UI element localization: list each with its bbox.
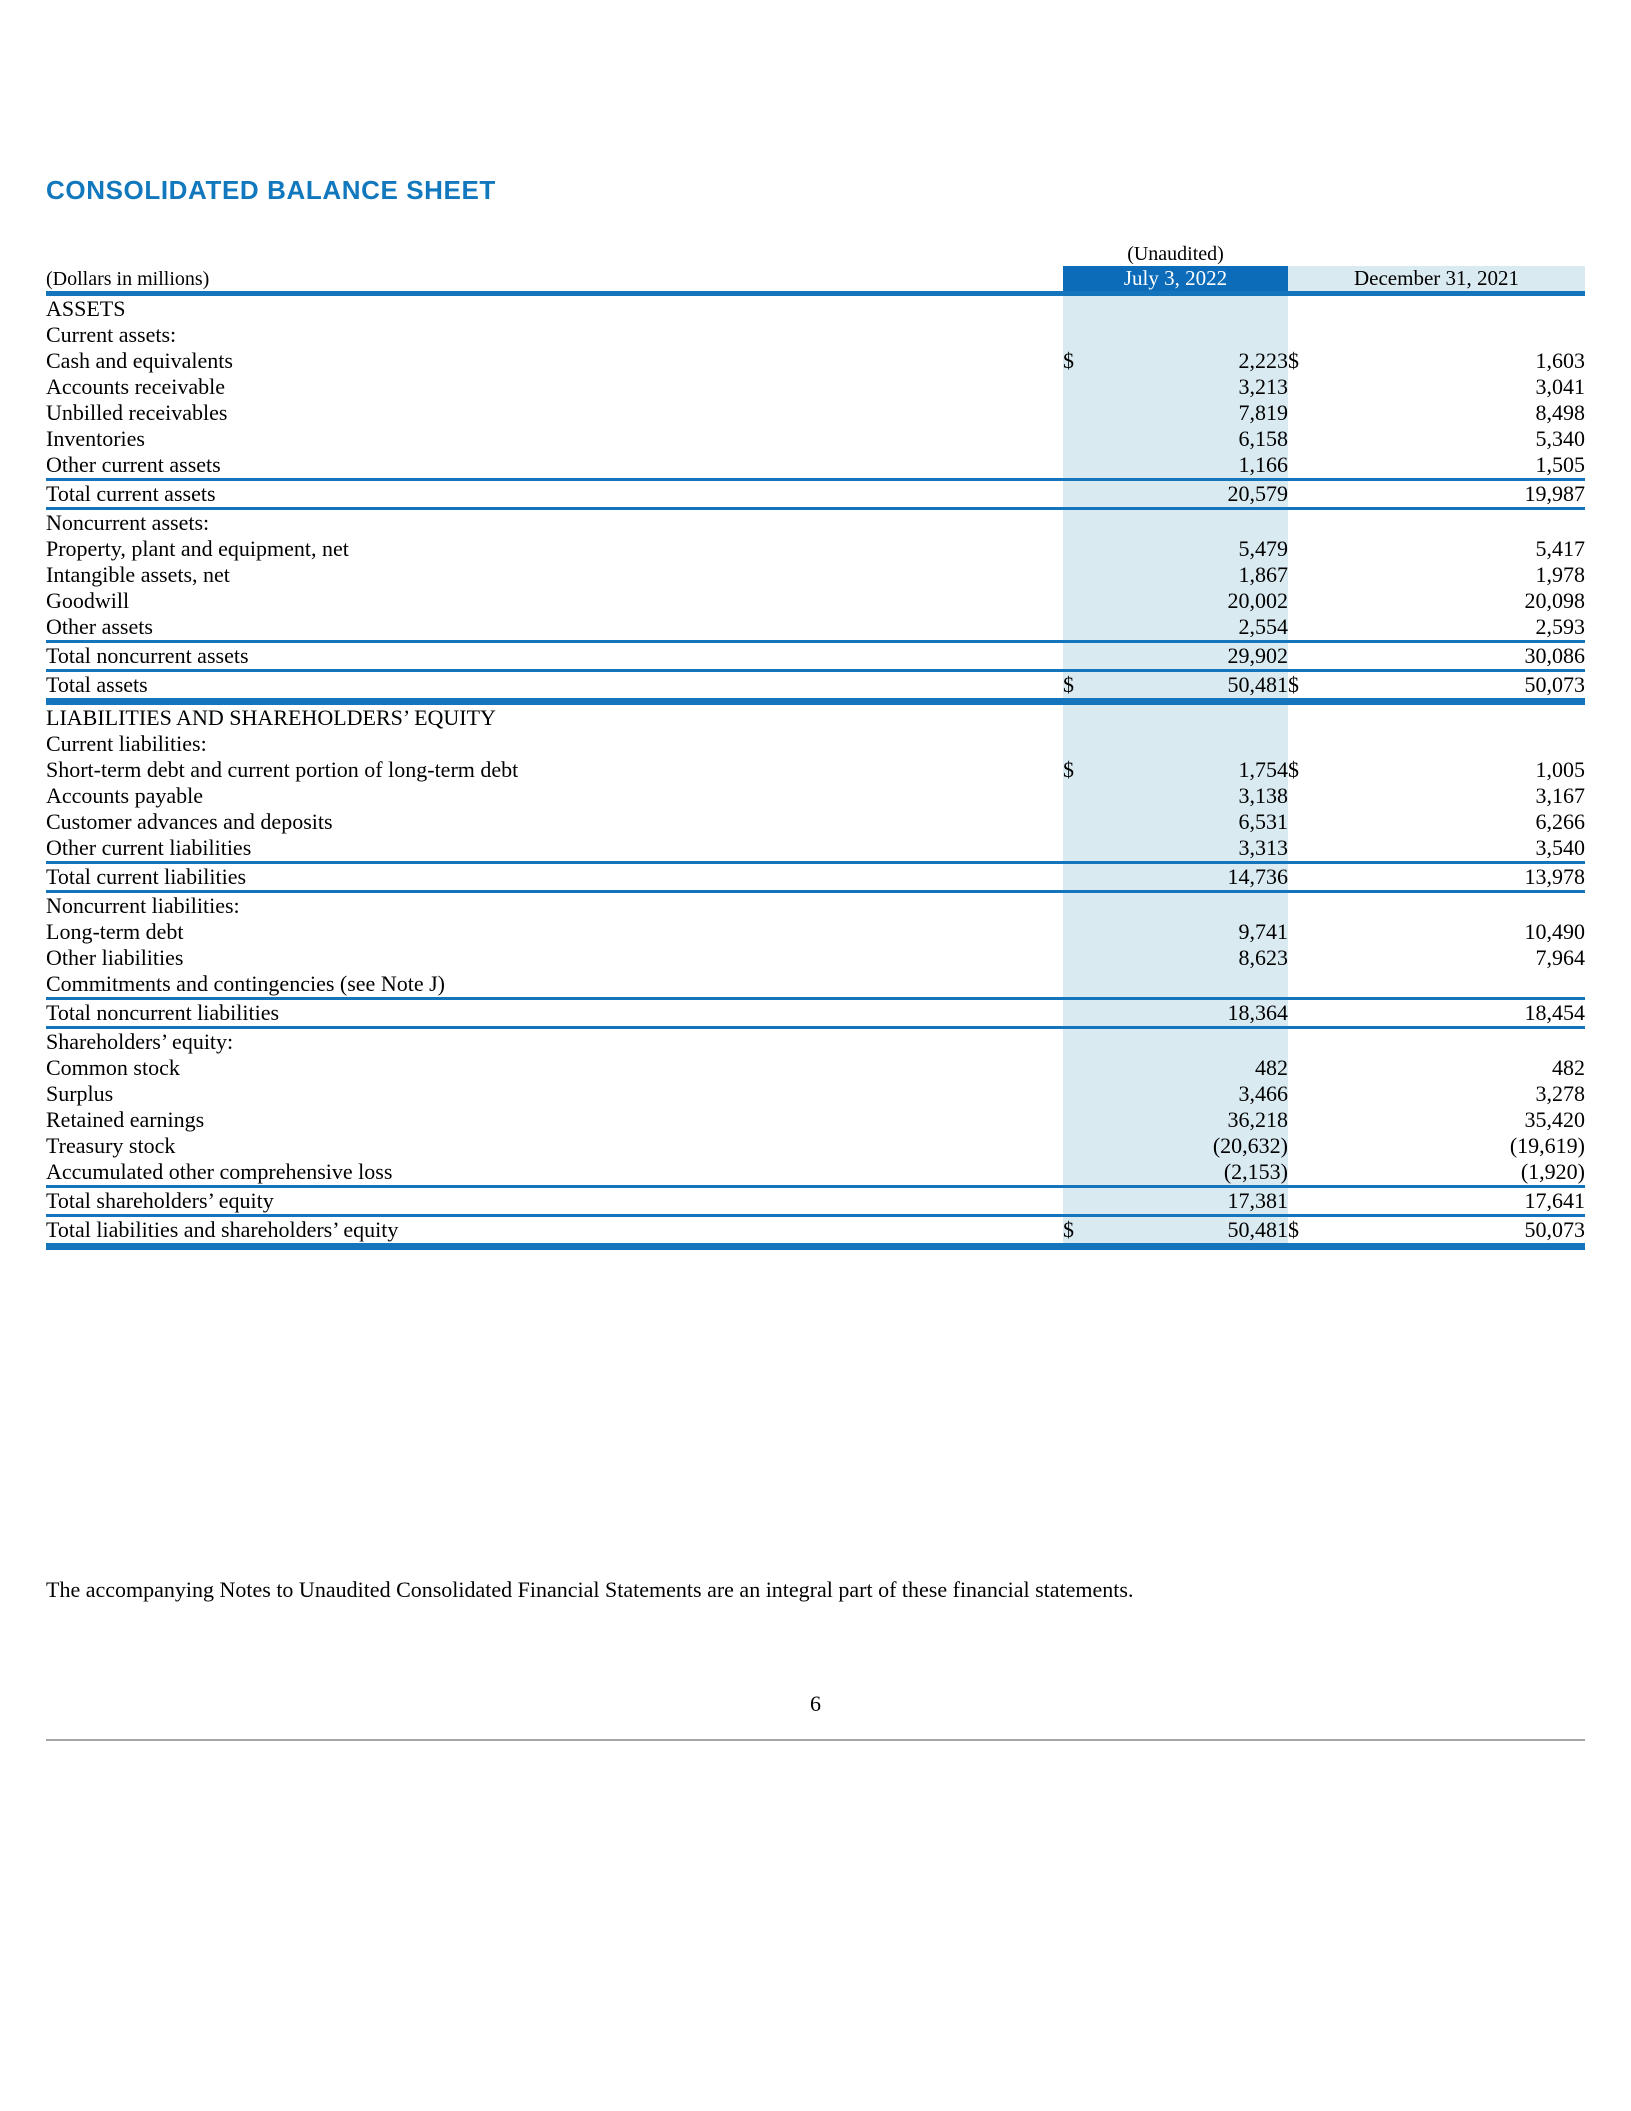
currency-symbol-prior: [1288, 452, 1328, 480]
row-label: Accumulated other comprehensive loss: [46, 1159, 393, 1184]
currency-symbol-current: [1063, 614, 1103, 642]
currency-symbol-current: [1063, 1055, 1103, 1081]
value-prior-period: 8,498: [1535, 400, 1586, 425]
table-row: [46, 374, 1585, 400]
value-prior-period: 1,005: [1535, 757, 1586, 782]
spacer-cell: [1328, 243, 1585, 266]
currency-symbol-prior: [1288, 1133, 1328, 1159]
value-prior-period: 3,041: [1535, 374, 1586, 399]
value-prior-period: 1,505: [1535, 452, 1586, 477]
value-prior-period: (1,920): [1520, 1159, 1586, 1184]
value-current-period: 50,481: [1103, 1216, 1288, 1247]
table-body: [46, 294, 1585, 1247]
table-row: [46, 757, 1585, 783]
currency-symbol-prior: [1288, 971, 1328, 999]
column-header-prior-period: December 31, 2021: [1288, 266, 1585, 294]
value-current-period: 5,479: [1103, 536, 1288, 562]
table-row: [46, 835, 1585, 863]
currency-symbol-current: [1063, 809, 1103, 835]
column-header-current-period: July 3, 2022: [1063, 266, 1288, 294]
table-row: [46, 452, 1585, 480]
value-current-period: 6,158: [1103, 426, 1288, 452]
currency-symbol-prior: [1288, 945, 1328, 971]
value-prior-period: 19,987: [1328, 480, 1585, 509]
row-label: Property, plant and equipment, net: [46, 536, 349, 561]
spacer-cell: [1288, 243, 1328, 266]
value-prior-period: 482: [1552, 1055, 1586, 1080]
currency-symbol-prior: [1288, 480, 1328, 509]
value-prior-period: 30,086: [1328, 642, 1585, 671]
currency-symbol-prior: $: [1288, 671, 1328, 702]
table-row: [46, 999, 1585, 1028]
row-label: Commitments and contingencies (see Note J): [46, 971, 445, 996]
row-label: Customer advances and deposits: [46, 809, 333, 834]
value-current-period: 1,754: [1103, 757, 1288, 783]
currency-symbol-current: $: [1063, 671, 1103, 702]
row-label: Total noncurrent liabilities: [46, 999, 1063, 1028]
row-label: Accounts receivable: [46, 374, 225, 399]
row-label: Goodwill: [46, 588, 130, 613]
currency-symbol-prior: [1288, 562, 1328, 588]
row-label: Other current assets: [46, 452, 221, 477]
value-current-period: 8,623: [1103, 945, 1288, 971]
currency-symbol-prior: [1288, 783, 1328, 809]
table-row: [46, 400, 1585, 426]
currency-symbol-current: $: [1063, 1216, 1103, 1247]
value-current-period: 3,213: [1103, 374, 1288, 400]
value-prior-period: 50,073: [1328, 1216, 1585, 1247]
row-label: Intangible assets, net: [46, 562, 230, 587]
table-row: [46, 509, 1585, 537]
currency-symbol-current: [1063, 642, 1103, 671]
value-current-period: 3,313: [1103, 835, 1288, 863]
table-row: [46, 892, 1585, 920]
column-header-row: [46, 266, 1585, 294]
currency-symbol-prior: [1288, 835, 1328, 863]
value-current-period: 2,223: [1103, 348, 1288, 374]
table-row: [46, 671, 1585, 702]
row-label: Long-term debt: [46, 919, 184, 944]
row-label: Other liabilities: [46, 945, 184, 970]
value-prior-period: 13,978: [1328, 863, 1585, 892]
row-label: ASSETS: [46, 296, 126, 321]
currency-symbol-current: [1063, 702, 1103, 732]
table-row: [46, 1081, 1585, 1107]
table-row: [46, 945, 1585, 971]
row-label: Retained earnings: [46, 1107, 205, 1132]
currency-symbol-current: [1063, 536, 1103, 562]
currency-symbol-current: $: [1063, 757, 1103, 783]
value-prior-period: [1328, 509, 1585, 537]
row-label: Current assets:: [46, 322, 177, 347]
table-row: [46, 809, 1585, 835]
value-current-period: (20,632): [1103, 1133, 1288, 1159]
row-label: Accounts payable: [46, 783, 203, 808]
value-prior-period: [1328, 702, 1585, 732]
row-label: Noncurrent assets:: [46, 510, 210, 535]
row-label: Total current liabilities: [46, 863, 1063, 892]
value-current-period: 1,867: [1103, 562, 1288, 588]
currency-symbol-current: [1063, 1159, 1103, 1187]
value-prior-period: 2,593: [1535, 614, 1586, 639]
value-prior-period: 3,167: [1535, 783, 1586, 808]
row-label: Surplus: [46, 1081, 114, 1106]
value-current-period: 3,138: [1103, 783, 1288, 809]
value-current-period: 3,466: [1103, 1081, 1288, 1107]
currency-symbol-prior: [1288, 509, 1328, 537]
value-prior-period: [1328, 294, 1585, 323]
value-prior-period: 3,540: [1535, 835, 1586, 860]
currency-symbol-prior: [1288, 588, 1328, 614]
value-current-period: 29,902: [1103, 642, 1288, 671]
value-current-period: 2,554: [1103, 614, 1288, 642]
table-row: [46, 863, 1585, 892]
row-label: Total liabilities and shareholders’ equity: [46, 1216, 1063, 1247]
table-header-group: [46, 243, 1585, 294]
value-current-period: [1103, 294, 1288, 323]
row-label: Treasury stock: [46, 1133, 176, 1158]
table-row: [46, 1216, 1585, 1247]
currency-symbol-current: [1063, 294, 1103, 323]
value-current-period: 20,002: [1103, 588, 1288, 614]
table-row: [46, 294, 1585, 323]
currency-symbol-current: [1063, 509, 1103, 537]
value-current-period: 17,381: [1103, 1187, 1288, 1216]
value-current-period: [1103, 1028, 1288, 1056]
value-prior-period: 7,964: [1535, 945, 1586, 970]
value-current-period: 482: [1103, 1055, 1288, 1081]
value-current-period: 20,579: [1103, 480, 1288, 509]
currency-symbol-current: [1063, 588, 1103, 614]
row-label: Total noncurrent assets: [46, 642, 1063, 671]
value-current-period: [1103, 702, 1288, 732]
currency-symbol-current: [1063, 426, 1103, 452]
currency-symbol-current: [1063, 783, 1103, 809]
table-row: [46, 971, 1585, 999]
table-row: [46, 1159, 1585, 1187]
currency-symbol-prior: [1288, 809, 1328, 835]
currency-symbol-current: [1063, 400, 1103, 426]
value-current-period: (2,153): [1103, 1159, 1288, 1187]
value-current-period: 1,166: [1103, 452, 1288, 480]
balance-sheet-table: [46, 243, 1585, 1250]
row-label: Inventories: [46, 426, 145, 451]
value-prior-period: 17,641: [1328, 1187, 1585, 1216]
currency-symbol-prior: [1288, 294, 1328, 323]
value-current-period: 7,819: [1103, 400, 1288, 426]
value-current-period: [1103, 731, 1288, 757]
table-row: [46, 1187, 1585, 1216]
value-current-period: 9,741: [1103, 919, 1288, 945]
currency-symbol-current: [1063, 322, 1103, 348]
row-label: Common stock: [46, 1055, 180, 1080]
unaudited-label: (Unaudited): [1127, 243, 1224, 265]
table-row: [46, 1055, 1585, 1081]
table-row: [46, 1133, 1585, 1159]
currency-symbol-current: [1063, 374, 1103, 400]
value-current-period: [1103, 322, 1288, 348]
currency-symbol-current: [1063, 863, 1103, 892]
table-row: [46, 348, 1585, 374]
unaudited-row: [46, 243, 1585, 266]
value-prior-period: [1328, 1028, 1585, 1056]
value-prior-period: 1,603: [1535, 348, 1586, 373]
currency-symbol-prior: [1288, 614, 1328, 642]
currency-symbol-prior: $: [1288, 348, 1300, 373]
currency-symbol-prior: [1288, 863, 1328, 892]
value-prior-period: 20,098: [1524, 588, 1586, 613]
row-label: Short-term debt and current portion of long-term debt: [46, 757, 519, 782]
row-label: Total assets: [46, 671, 1063, 702]
currency-symbol-current: [1063, 1107, 1103, 1133]
table-row: [46, 614, 1585, 642]
currency-symbol-prior: [1288, 1187, 1328, 1216]
currency-symbol-current: [1063, 892, 1103, 920]
row-label: Total current assets: [46, 480, 1063, 509]
currency-symbol-current: [1063, 452, 1103, 480]
table-row: [46, 588, 1585, 614]
value-current-period: 50,481: [1103, 671, 1288, 702]
currency-symbol-prior: [1288, 1028, 1328, 1056]
table-row: [46, 562, 1585, 588]
row-label: Other assets: [46, 614, 153, 639]
value-current-period: 18,364: [1103, 999, 1288, 1028]
page-title: CONSOLIDATED BALANCE SHEET: [46, 175, 496, 205]
currency-symbol-prior: [1288, 731, 1328, 757]
currency-symbol-current: [1063, 1028, 1103, 1056]
currency-symbol-prior: $: [1288, 1216, 1328, 1247]
table-row: [46, 1028, 1585, 1056]
value-prior-period: 5,340: [1535, 426, 1586, 451]
currency-symbol-current: [1063, 1081, 1103, 1107]
currency-symbol-prior: [1288, 702, 1328, 732]
value-current-period: [1103, 509, 1288, 537]
row-label: Unbilled receivables: [46, 400, 228, 425]
units-label: (Dollars in millions): [46, 266, 1063, 294]
currency-symbol-prior: [1288, 892, 1328, 920]
footnote: The accompanying Notes to Unaudited Consolidated Financial Statements are an integral part of these financial statements.: [46, 1577, 1134, 1602]
value-prior-period: [1328, 971, 1585, 999]
value-prior-period: 5,417: [1535, 536, 1586, 561]
value-current-period: 6,531: [1103, 809, 1288, 835]
row-label: LIABILITIES AND SHAREHOLDERS’ EQUITY: [46, 705, 496, 730]
currency-symbol-prior: [1288, 1055, 1328, 1081]
table-row: [46, 426, 1585, 452]
currency-symbol-prior: [1288, 322, 1328, 348]
value-prior-period: 6,266: [1535, 809, 1586, 834]
row-label: Cash and equivalents: [46, 348, 233, 373]
table-row: [46, 702, 1585, 732]
currency-symbol-prior: [1288, 642, 1328, 671]
currency-symbol-prior: [1288, 999, 1328, 1028]
currency-symbol-current: [1063, 945, 1103, 971]
currency-symbol-prior: [1288, 400, 1328, 426]
currency-symbol-current: [1063, 1133, 1103, 1159]
value-prior-period: 35,420: [1524, 1107, 1586, 1132]
value-prior-period: 50,073: [1328, 671, 1585, 702]
value-current-period: [1103, 892, 1288, 920]
currency-symbol-current: [1063, 919, 1103, 945]
value-prior-period: [1328, 731, 1585, 757]
currency-symbol-current: [1063, 731, 1103, 757]
value-prior-period: 1,978: [1535, 562, 1586, 587]
page-number: 6: [810, 1691, 821, 1716]
currency-symbol-current: [1063, 999, 1103, 1028]
table-row: [46, 480, 1585, 509]
table-row: [46, 1107, 1585, 1133]
table-row: [46, 731, 1585, 757]
row-label: Current liabilities:: [46, 731, 207, 756]
currency-symbol-prior: [1288, 536, 1328, 562]
spacer-cell: [46, 243, 1063, 266]
value-prior-period: 10,490: [1524, 919, 1586, 944]
currency-symbol-current: [1063, 971, 1103, 999]
row-label: Other current liabilities: [46, 835, 252, 860]
value-prior-period: [1328, 892, 1585, 920]
currency-symbol-prior: [1288, 426, 1328, 452]
currency-symbol-prior: [1288, 374, 1328, 400]
value-prior-period: (19,619): [1509, 1133, 1586, 1158]
currency-symbol-current: $: [1063, 348, 1103, 374]
currency-symbol-prior: [1288, 1107, 1328, 1133]
row-label: Shareholders’ equity:: [46, 1029, 234, 1054]
value-prior-period: 3,278: [1535, 1081, 1586, 1106]
currency-symbol-current: [1063, 480, 1103, 509]
currency-symbol-current: [1063, 835, 1103, 863]
currency-symbol-prior: [1288, 1159, 1328, 1187]
table-row: [46, 919, 1585, 945]
value-current-period: 36,218: [1103, 1107, 1288, 1133]
currency-symbol-current: [1063, 562, 1103, 588]
value-prior-period: 18,454: [1328, 999, 1585, 1028]
table-row: [46, 536, 1585, 562]
currency-symbol-prior: [1288, 919, 1328, 945]
table-row: [46, 642, 1585, 671]
table-row: [46, 322, 1585, 348]
value-current-period: 14,736: [1103, 863, 1288, 892]
value-current-period: [1103, 971, 1288, 999]
footer-divider: [46, 1739, 1585, 1741]
currency-symbol-prior: $: [1288, 757, 1300, 782]
row-label: Noncurrent liabilities:: [46, 893, 240, 918]
row-label: Total shareholders’ equity: [46, 1187, 1063, 1216]
currency-symbol-prior: [1288, 1081, 1328, 1107]
currency-symbol-current: [1063, 1187, 1103, 1216]
table-row: [46, 783, 1585, 809]
value-prior-period: [1328, 322, 1585, 348]
